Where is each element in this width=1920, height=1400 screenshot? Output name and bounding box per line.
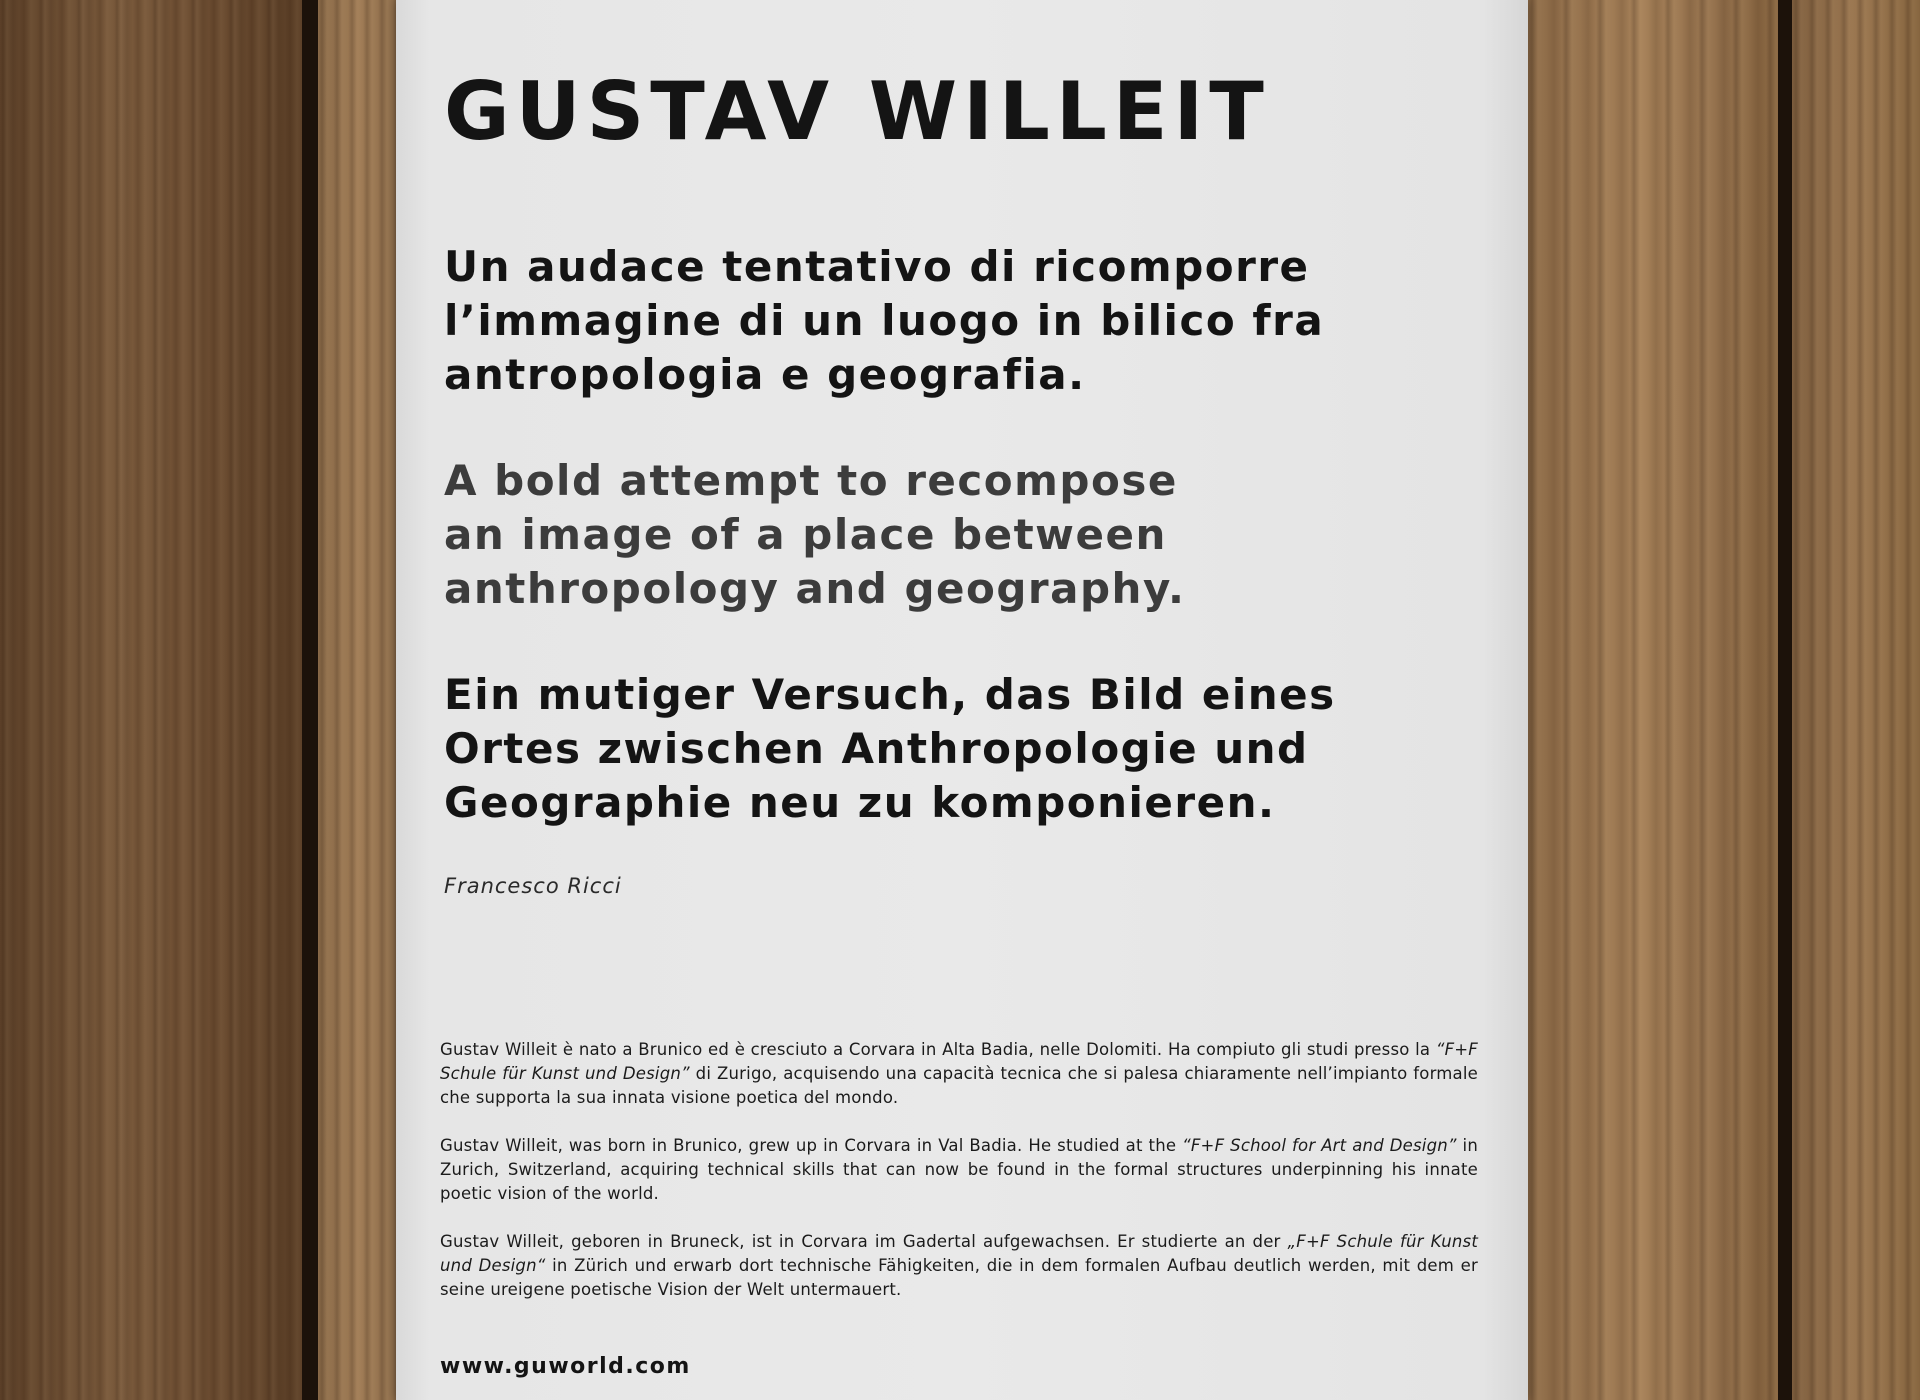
bio-text: Gustav Willeit, was born in Brunico, grew up in Corvara in Val Badia. He studied at the	[440, 1136, 1183, 1155]
wood-plank-behind-left	[318, 0, 400, 1400]
bio-text: di Zurigo, acquisendo una capacità tecnica che si palesa chiaramente nell’impianto formale che supporta la sua innata visione poetica del mondo.	[440, 1064, 1479, 1107]
lead-text-english: A bold attempt to recompose an image of a place between anthropology and geography.	[444, 456, 1186, 613]
website-url: www.guworld.com	[440, 1354, 691, 1379]
bio-text: in Zurich, Switzerland, acquiring technical skills that can now be found in the formal structures underpinning his innate poetic vision of the world.	[440, 1136, 1479, 1203]
bio-text: Gustav Willeit, geboren in Bruneck, ist in Corvara im Gadertal aufgewachsen. Er studierte an der	[440, 1232, 1288, 1251]
wood-plank-far-right	[1792, 0, 1920, 1400]
bio-german	[440, 1230, 1478, 1302]
bio-english	[440, 1134, 1478, 1206]
bio-italian	[440, 1038, 1478, 1110]
lead-text-italian: Un audace tentativo di ricomporre l’immagine di un luogo in bilico fra antropologia e geografia.	[444, 242, 1325, 399]
plank-gap	[1778, 0, 1792, 1400]
school-name: “F+F School for Art and Design”	[1182, 1136, 1457, 1155]
bio-text: in Zürich und erwarb dort technische Fähigkeiten, die in dem formalen Aufbau deutlich werden, mit dem er seine ureigene poetische Vision der Welt untermauert.	[440, 1256, 1478, 1299]
school-name: „F+F Schule für Kunst und Design“	[440, 1232, 1478, 1275]
wood-plank-left	[0, 0, 302, 1400]
lead-text-german: Ein mutiger Versuch, das Bild eines Ortes zwischen Anthropologie und Geographie neu zu komponieren.	[444, 670, 1336, 827]
wood-plank-right	[1528, 0, 1780, 1400]
author-credit: Francesco Ricci	[444, 874, 622, 898]
exhibition-poster	[396, 0, 1528, 1400]
plank-gap	[302, 0, 318, 1400]
school-name: “F+F Schule für Kunst und Design”	[440, 1040, 1478, 1083]
poster-title: GUSTAV WILLEIT	[444, 65, 1270, 158]
bio-text: Gustav Willeit è nato a Brunico ed è cresciuto a Corvara in Alta Badia, nelle Dolomiti. Ha compiuto gli studi presso la	[440, 1040, 1436, 1059]
